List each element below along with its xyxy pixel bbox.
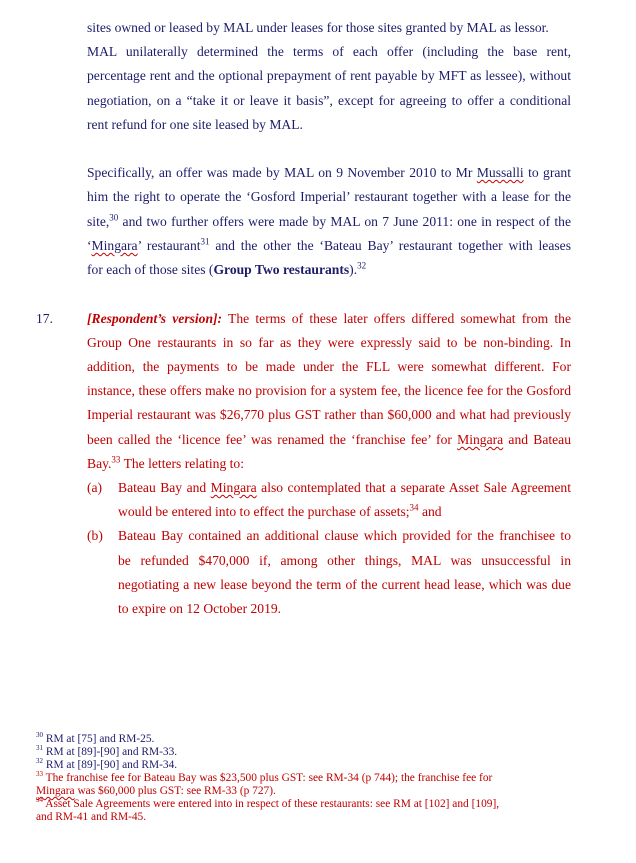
footnote-ref[interactable]: 33 <box>111 454 121 465</box>
footnote-32: $^{32}$ RM at [89]-[90] and RM-34. <box>36 757 178 771</box>
text-line: Bay.$^{33}$ The letters relating to: <box>87 454 244 471</box>
text-line: ‘Mingara’ restaurant$^{31}$ and the other the ‘Bateau Bay’ restaurant together with leases <box>87 236 571 253</box>
footnote-ref[interactable]: 31 <box>200 236 210 247</box>
sub-item-label: (b) <box>87 528 103 543</box>
text-line: Bateau Bay contained an additional clause which provided for the franchisee to <box>118 528 571 543</box>
text-line: addition, the payments to be made under the FLL were somewhat different. For <box>87 359 571 374</box>
footnote-33-continued: Mingara was $60,000 plus GST: see RM-33 (p 727). <box>36 785 276 797</box>
text-line: been called the ‘licence fee’ was renamed the ‘franchise fee’ for Mingara and Bateau <box>87 432 571 447</box>
text-line: instance, these offers make no provision for a system fee, the licence fee for the Gosford <box>87 383 571 398</box>
respondent-version-heading: [Respondent’s version]: <box>87 311 223 326</box>
footnote-ref[interactable]: 32 <box>357 260 367 271</box>
text-line: Bateau Bay and Mingara also contemplated that a separate Asset Sale Agreement <box>118 480 571 495</box>
text-line: Group One restaurants in so far as they were expressly said to be non-binding. In <box>87 335 571 350</box>
sub-item-label: (a) <box>87 480 103 495</box>
text-line: for each of those sites (Group Two restaurants).$^{32}$ <box>87 260 367 277</box>
text-line: [Respondent’s version]: The terms of these later offers differed somewhat from the <box>87 311 572 326</box>
footnote-ref[interactable]: 34 <box>409 502 419 513</box>
text-line: would be entered into to effect the purchase of assets;$^{34}$ and <box>118 502 442 519</box>
text-line: him the right to operate the ‘Gosford Imperial’ restaurant together with a lease for the <box>87 189 571 204</box>
text-line: MAL unilaterally determined the terms of each offer (including the base rent, <box>87 44 571 59</box>
text-line: site,$^{30}$ and two further offers were made by MAL on 7 June 2011: one in respect of the <box>87 212 571 229</box>
paragraph-number: 17. <box>36 311 53 326</box>
footnote-34: $^{34}$ Asset Sale Agreements were entered into in respect of these restaurants: see RM at [102] and [109], <box>36 796 500 810</box>
footnote-30: $^{30}$ RM at [75] and RM-25. <box>36 731 155 745</box>
text-line: Specifically, an offer was made by MAL on 9 November 2010 to Mr Mussalli to grant <box>87 165 571 180</box>
text-line: percentage rent and the optional prepayment of rent payable by MFT as lessee), without <box>87 68 571 83</box>
text-line: negotiation, on a “take it or leave it basis”, except for agreeing to offer a conditional <box>87 93 571 108</box>
footnote-34-continued: and RM-41 and RM-45. <box>36 811 147 823</box>
text-line: negotiating a new lease beyond the term of the current head lease, which was due <box>118 577 571 592</box>
footnote-ref[interactable]: 30 <box>109 212 119 223</box>
text-line: sites owned or leased by MAL under leases for those sites granted by MAL as lessor. <box>87 20 549 35</box>
footnote-33: $^{33}$ The franchise fee for Bateau Bay was $23,500 plus GST: see RM-34 (p 744); the franchise fee for <box>36 770 493 784</box>
text-line: to expire on 12 October 2019. <box>118 601 282 616</box>
text-line: Imperial restaurant was $26,770 plus GST rather than $60,000 and what had previously <box>87 407 571 422</box>
footnote-31: $^{31}$ RM at [89]-[90] and RM-33. <box>36 744 178 758</box>
text-line: be refunded $470,000 if, among other things, MAL was unsuccessful in <box>118 553 571 568</box>
text-line: rent refund for one site leased by MAL. <box>87 117 303 132</box>
